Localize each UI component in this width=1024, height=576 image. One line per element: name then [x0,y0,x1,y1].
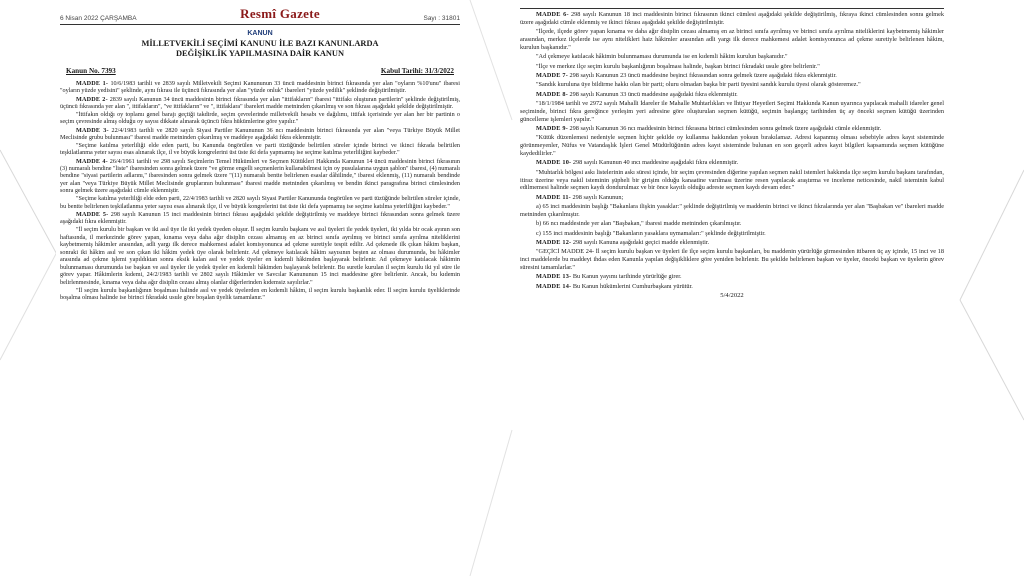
paragraph-text: 26/4/1961 tarihli ve 298 sayılı Seçimlerin Temel Hükümleri ve Seçmen Kütükleri Hakkında Kanunun 14 üncü maddesinin birinci fıkrasının (3) numaralı bendine "liste" ibaresinden sonra gelmek üzere "ve görme engelli seçmenlerin kullanabilmesi için oy pusulalarına uygun şablon" ibaresi, (4) numaralı bendine "siyasi partilerin adlarını," ibaresinden sonra gelmek üzere "(11) numaralı bentte belirlenen esaslar dâhilinde," ibaresi eklenmiş, (11) numaralı bendinde yer alan "veya Türkiye Büyük Millet Meclisinde gruplarının bulunması" ibaresi madde metninden çıkarılmış ve bendin ikinci paragrafına birinci cümlesinden sonra gelmek üzere aşağıdaki cümle eklenmiştir. [60,158,461,195]
article-heading: MADDE 4- [76,158,108,165]
law-paragraph [60,81,460,96]
law-body-left [60,81,460,302]
law-paragraph [60,212,460,227]
article-heading: MADDE 5- [76,211,109,218]
article-heading: MADDE 3- [76,127,109,134]
article-heading: MADDE 9- [536,124,568,132]
paragraph-text: Bu Kanun hükümlerini Cumhurbaşkanı yürütür. [571,282,693,290]
top-rule [520,8,944,9]
section-label: KANUN [247,30,273,37]
law-paragraph [520,159,944,167]
article-heading: MADDE 1- [76,81,109,87]
article-heading: MADDE 8- [536,90,568,98]
article-heading: MADDE 11- [536,193,571,201]
paragraph-text: "Seçime katılma yeterliliği elde eden parti, bu Kanunda öngörülen ve parti tüzüğünde belirtilen süreler içinde birinci ve ikinci fıkrada belirtilen teşkilatlanma yeter sayısı esas alınarak ilçe, il ve büyük kongrelerini üst üste iki defa yapmamış ise seçime katılma yeterliliğini kaybeder." [60,143,460,157]
paragraph-text: 298 sayılı Kanunun 40 ıncı maddesine aşağıdaki fıkra eklenmiştir. [571,159,739,167]
law-paragraph [60,97,460,112]
paragraph-text: "Seçime katılma yeterliliği elde eden parti, 22/4/1983 tarihli ve 2820 sayılı Siyasi Partiler Kanununda öngörülen ve parti tüzüğünde belirtilen süreler içinde, bu bentte belirlenen teşkilatlanma yeter sayısı esas alınarak ilçe, il ve büyük kongrelerini üst üste iki defa yapmamış ise seçime katılma yeterliliğini kaybeder." [60,196,460,210]
law-paragraph [60,227,460,287]
paragraph-text: 298 sayılı Kanunun 15 inci maddesinin birinci fıkrası aşağıdaki şekilde değiştirilmiş ve maddeye birinci fıkrasından sonra gelmek üzere aşağıdaki fıkra eklenmiştir. [60,211,460,226]
paragraph-text: "İttifakın oldığı oy toplamı genel barajı geçtiği takdirde, seçim çevrelerinde milletvekili hesabı ve dağılımı, ittifak içerisinde yer alan her bir partinin o seçim çevresinde almış olduğu oy sayısı dikkate alınarak üçüncü fıkra hükümlerine göre yapılır." [60,112,460,126]
paragraph-text: 10/6/1983 tarihli ve 2839 sayılı Milletvekili Seçimi Kanununun 33 üncü maddesinin birinci fıkrasında yer alan "oyların %10'unu" ibaresi "oyların yüzde yedisini" şeklinde, aynı fıkrası ile üçüncü fıkrasında yer alan "yüzde onluk" ibareleri "yüzde yedilik" şeklinde değiştirilmiştir. [60,81,461,95]
paragraph-text: "İl seçim kurulu bir başkan ve iki asıl üye ile iki yedek üyeden oluşur. İl seçim kurulu başkanı ve asıl üyeleri ile yedek üyeleri, iki yılda bir ocak ayının son haftasında, il merkezinde görev yapan, kınama veya daha ağır disiplin cezası almamış en az birinci sınıfa ayrılmış ve birinci sınıfa ayrılma niteliklerini kaybetmemiş hâkimler arasından, adli yargı ilk derece mahkemesi adalet komisyonunca ad çekme suretiyle tespit edilir. Ad çekmede ilk çıkan hâkim başkan, sonraki iki hâkim asıl ve son çıkan iki hâkim yedek üye olarak belirlenir. Ad çekmeye katılacak hâkim sayısının beşten az olması durumunda, bu hâkimler arasında ad çekme işlemi yapıldıktan sonra eksik kalan asıl ve yedek üyeler en kıdemli hâkimden başlayarak belirlenir. Ad çekmeye katılacak hâkimin bulunmaması durumunda ise başkan ve asıl üyeler ile yedek üyeler en kıdemli hâkimden başlayarak belirlenir. Bu suretle kurulan il seçim kurulu iki yıl süre ile görev yapar. Hâkimlerin kıdemi, 24/2/1983 tarihli ve 2802 sayılı Hâkimler ve Savcılar Kanununun 15 inci maddesine göre belirlenir. Ancak, bu kıdemin belirlenmesinde, kınama veya daha ağır disiplin cezası almış olanlar diğerlerinden kıdemsiz sayılırlar." [60,227,460,286]
law-paragraph [520,53,944,61]
law-paragraph [520,169,944,193]
article-heading: MADDE 10- [536,159,572,167]
law-paragraph [60,159,460,196]
paragraph-text: 2839 sayılı Kanunun 34 üncü maddesinin birinci fıkrasında yer alan "ittifakların" ibaresi "ittifakı oluşturan partilerin" şeklinde değiştirilmiş, üçüncü fıkrasında yer alan ", ittifakların", "ve ittifakların" ve ", ittifaklara" ibareleri madde metninden çıkarılmış ve son fıkrası aşağıdaki şekilde değiştirilmiştir. [60,96,460,110]
article-heading: MADDE 7- [536,71,568,79]
law-title-line-1: MİLLETVEKİLİ SEÇİMİ KANUNU İLE BAZI KANUNLARDA [141,39,379,48]
law-title-line-2: DEĞİŞİKLİK YAPILMASINA DAİR KANUN [175,49,345,58]
law-paragraph [520,63,944,71]
law-paragraph [520,81,944,89]
law-paragraph [60,196,460,211]
gazette-page-right [516,0,946,576]
law-paragraph [520,134,944,158]
paragraph-text: "Sandık kuruluna üye bildirme hakkı olan bir parti; oluru olmadan başka bir parti üyesini sandık kurulu üyesi olarak gösteremez." [536,81,861,89]
issue-number: Sayı : 31801 [423,15,460,22]
law-paragraph [520,11,944,27]
paragraph-text: 298 sayılı Kanunun 33 üncü maddesine aşağıdaki fıkra eklenmiştir. [567,90,738,98]
law-paragraph [520,248,944,272]
law-paragraph [520,273,944,281]
paragraph-text: "Kütük düzenlemesi nedeniyle seçmen hiçbir şekilde oy kullanma hakkından yoksun bırakılamaz. Adresi kapanmış olması sebebiyle adres kayıt sisteminde görünmeyenler, Nüfus ve Vatandaşlık İşleri Genel Müdürlüğünün adres kayıt sisteminde bulunan en son geçerli adres kayıt bilgileri kapsamında seçmen kütüğüne kaydedilirler." [520,134,944,158]
law-number: Kanun No. 7393 [66,67,116,75]
signing-date: 5/4/2022 [720,292,744,300]
paragraph-text: 298 sayılı Kanunun 18 inci maddesinin birinci fıkrasının ikinci cümlesi aşağıdaki şekilde değiştirilmiş, fıkraya ikinci cümlesinden sonra gelmek üzere aşağıdaki cümle eklenmiş ve ikinci fıkrası aşağıdaki şekilde değiştirilmiştir. [520,11,945,26]
law-paragraph [60,112,460,127]
law-paragraph [520,194,944,202]
paragraph-text: "İlçe ve merkez ilçe seçim kurulu başkanlığının boşalması halinde, başkan birinci fıkradaki usule göre belirlenir." [536,62,820,70]
paragraph-text: "18/1/1984 tarihli ve 2972 sayılı Mahalli İdareler ile Mahalle Muhtarlıkları ve İhtiyar Heyetleri Seçimi Hakkında Kanun uyarınca yapılacak mahalli idareler genel seçiminde, birinci fıkra gereğince yerleşim yeri adresine göre oluşturulan seçmen kütüğü, seçimin başlangıç tarihinden üç ay önceki seçmen kütüğü üzerinden güncelleme işlemleri yapılır." [520,99,944,123]
law-title [60,39,460,59]
paragraph-text: b) 66 ncı maddesinde yer alan "Başbakan," ibaresi madde metninden çıkarılmıştır. [536,220,742,228]
paragraph-text: 298 sayılı Kanunun; [570,193,624,201]
law-meta [66,67,454,75]
article-heading: MADDE 13- [536,273,572,281]
law-paragraph [520,239,944,247]
paragraph-text: a) 65 inci maddesinin başlığı "Bakanlara ilişkin yasaklar:" şeklinde değiştirilmiş ve maddenin birinci ve ikinci fıkralarında yer alan "Başbakan ve" ibareleri madde metninden çıkarılmıştır. [520,203,944,218]
law-paragraph [520,91,944,99]
paragraph-text: "İlçede, ilçede görev yapan kınama ve daha ağır disiplin cezası almamış en az birinci sınıfa ayrılmış ve birinci sınıfa ayrılma niteliklerini kaybetmemiş hâkimler arasından, merkez ilçelerde ise aynı nitelikleri haiz hâkimler arasından adli yargı ilk derece mahkemesi adalet komisyonunca ad çekme suretiyle belirlenen hâkim, kurulun başkanıdır." [520,28,944,52]
gazette-header [60,6,460,25]
article-heading: MADDE 6- [536,11,569,18]
paragraph-text: Bu Kanun yayımı tarihinde yürürlüğe girer. [571,273,682,281]
paragraph-text: 298 sayılı Kanuna aşağıdaki geçici madde eklenmiştir. [571,238,710,246]
paragraph-text: "Ad çekmeye katılacak hâkimin bulunmaması durumunda ise en kıdemli hâkim kurulun başkanıdır." [536,53,788,61]
gazette-page-left [56,0,464,576]
issue-date: 6 Nisan 2022 ÇARŞAMBA [60,15,137,22]
law-paragraph [520,100,944,124]
paragraph-text: "İl seçim kurulu başkanlığının boşalması halinde asıl ve yedek üyelerden en kıdemli hâkim, il seçim kurulu başkanlık eder. İl seçim kurulu üyeliklerinde boşalma olması halinde ise birinci fıkradaki usule göre boşalan üyelik tamamlanır." [60,287,460,302]
paragraph-text: 298 sayılı Kanunun 23 üncü maddesine beşinci fıkrasından sonra gelmek üzere aşağıdaki fıkra eklenmiştir. [567,71,837,79]
law-body-right [520,11,944,290]
law-paragraph [60,288,460,303]
publication-title: Resmî Gazete [240,6,320,21]
law-paragraph [520,230,944,238]
law-paragraph [520,283,944,291]
law-paragraph [520,28,944,52]
article-heading: MADDE 14- [536,282,572,290]
paragraph-text: 298 sayılı Kanunun 36 ncı maddesinin birinci fıkrasına birinci cümlesinden sonra gelmek üzere aşağıdaki cümle eklenmiştir. [567,124,882,132]
law-paragraph [60,143,460,158]
article-heading: MADDE 2- [76,96,108,103]
paragraph-text: "Muhtarlık bölgesi askı listelerinin askı süresi içinde, bir seçim çevresinden diğerine yapılan seçmen nakil istemleri hakkında ilçe seçim kurulu başkanı tarafından, itiraz üzerine veya nakil isteminin şüpheli bir girişim olduğu kanaatine varılması üzerine resen yapılacak araştırma ve inceleme neticesinde, nakil isteminin kabul edilmemesi halinde seçmen kaydı dondurulmaz ve bir önce kayıtlı olduğu adreste seçmen kaydı devam eder." [520,168,944,192]
acceptance-date: Kabul Tarihi: 31/3/2022 [380,67,454,75]
law-paragraph [60,128,460,143]
paragraph-text: 22/4/1983 tarihli ve 2820 sayılı Siyasi Partiler Kanununun 36 ncı maddesinin birinci fıkrasında yer alan "veya Türkiye Büyük Millet Meclisinde grubu bulunması" ibaresi madde metninden çıkarılmış ve maddeye aşağıdaki fıkra eklenmiştir. [60,127,460,141]
article-heading: MADDE 12- [536,238,572,246]
law-paragraph [520,203,944,219]
law-paragraph [520,72,944,80]
paragraph-text: c) 155 inci maddesinin başlığı "Bakanların yasaklara uymamaları:" şeklinde değiştirilmiştir. [536,229,766,237]
paragraph-text: "GEÇİCİ MADDE 24- İl seçim kurulu başkan ve üyeleri ile ilçe seçim kurulu başkanları, bu maddenin yürürlüğe girmesinden itibaren üç ay içinde, 15 inci ve 18 inci maddelerde bu maddeyi ihdas eden Kanunla yapılan değişikliklere göre yeniden belirlenir. Bu şekilde belirlenen başkan ve üyeler, önceki başkan ve üyelerin görev süresini tamamlarlar." [520,248,944,271]
law-paragraph [520,125,944,133]
law-paragraph [520,220,944,228]
